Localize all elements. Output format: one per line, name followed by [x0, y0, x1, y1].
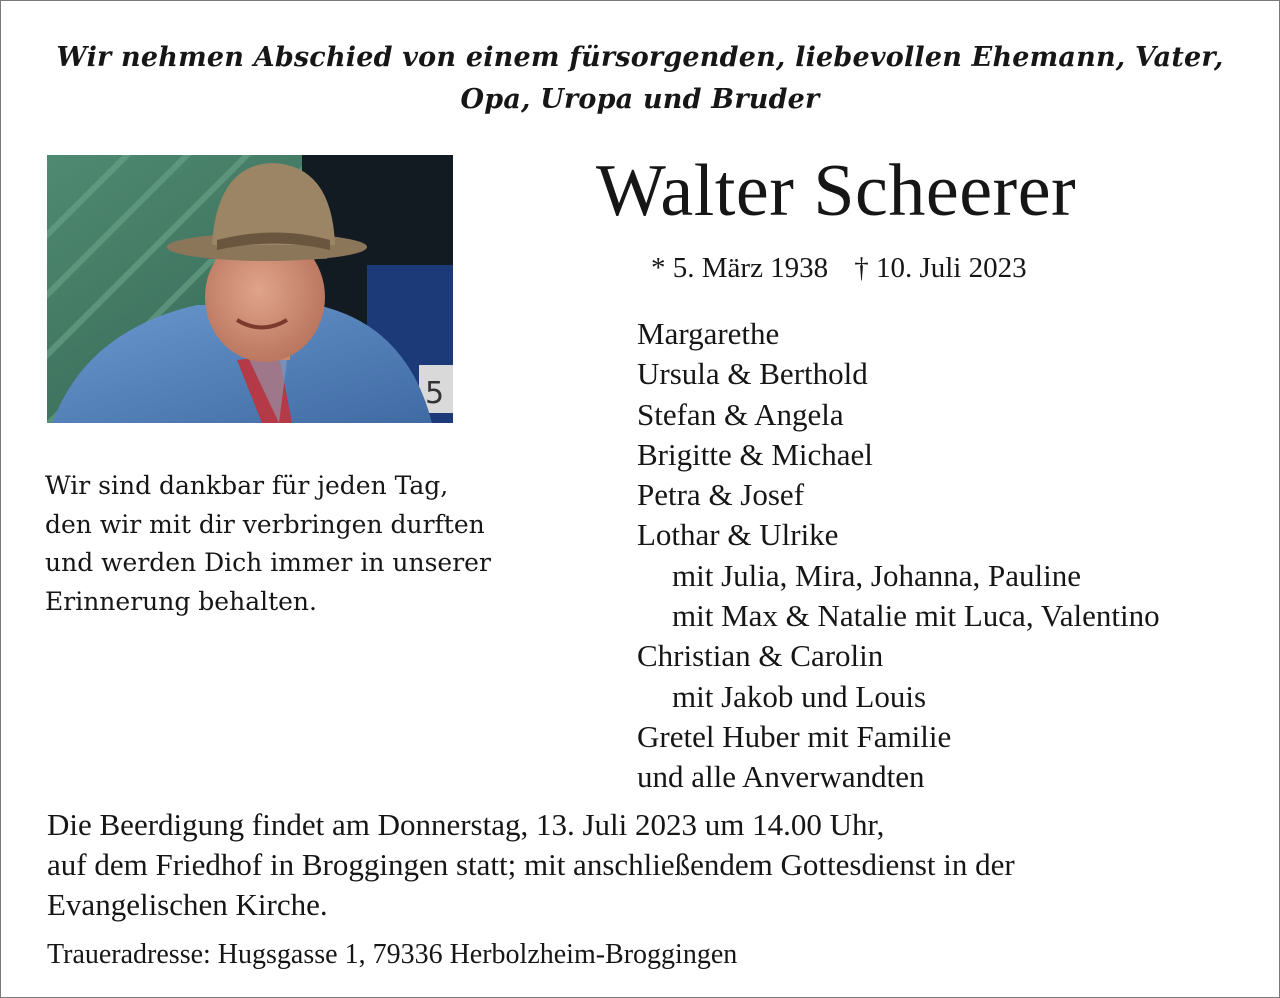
intro-text: [1, 37, 1279, 121]
mourner-entry: Petra & Josef: [637, 477, 805, 513]
deceased-name: Walter Scheerer: [596, 150, 1077, 232]
mourner-entry: Brigitte & Michael: [637, 436, 873, 472]
mourner-entry: Ursula & Berthold: [637, 356, 868, 392]
svg-text:5: 5: [425, 376, 445, 411]
quote-line: den wir mit dir verbringen durften: [45, 509, 485, 539]
intro-line: Wir nehmen Abschied von einem fürsorgenden, liebevollen Ehemann, Vater,: [56, 42, 1224, 73]
quote-line: und werden Dich immer in unserer: [45, 548, 491, 577]
life-dates: [651, 251, 1027, 285]
mourner-entry: mit Julia, Mira, Johanna, Pauline: [672, 557, 1081, 593]
mourning-address: Traueradresse: Hugsgasse 1, 79336 Herbolzheim-Broggingen: [47, 939, 738, 970]
portrait-photo-icon: [47, 155, 453, 423]
funeral-line: auf dem Friedhof in Broggingen statt; mit anschließendem Gottesdienst in der: [47, 847, 1015, 882]
mourner-entry: mit Max & Natalie mit Luca, Valentino: [672, 598, 1160, 634]
mourner-entry: Gretel Huber mit Familie: [637, 718, 952, 754]
quote-line: Erinnerung behalten.: [45, 586, 317, 616]
quote-line: Wir sind dankbar für jeden Tag,: [45, 471, 449, 500]
mourner-entry: Lothar & Ulrike: [637, 517, 839, 553]
intro-line: Opa, Uropa und Bruder: [460, 84, 820, 115]
funeral-details: [47, 805, 1015, 925]
birth-date: * 5. März 1938: [651, 252, 829, 284]
mourner-entry: mit Jakob und Louis: [672, 678, 927, 714]
funeral-line: Evangelischen Kirche.: [47, 887, 328, 922]
death-date: † 10. Juli 2023: [854, 252, 1027, 284]
memorial-quote: [45, 467, 491, 621]
mourner-entry: Christian & Carolin: [637, 638, 884, 674]
mourners-list: [637, 314, 1160, 798]
mourner-entry: und alle Anverwandten: [637, 759, 925, 795]
funeral-line: Die Beerdigung findet am Donnerstag, 13. Juli 2023 um 14.00 Uhr,: [47, 807, 885, 842]
mourner-entry: Stefan & Angela: [637, 396, 844, 432]
mourner-entry: Margarethe: [637, 316, 780, 351]
